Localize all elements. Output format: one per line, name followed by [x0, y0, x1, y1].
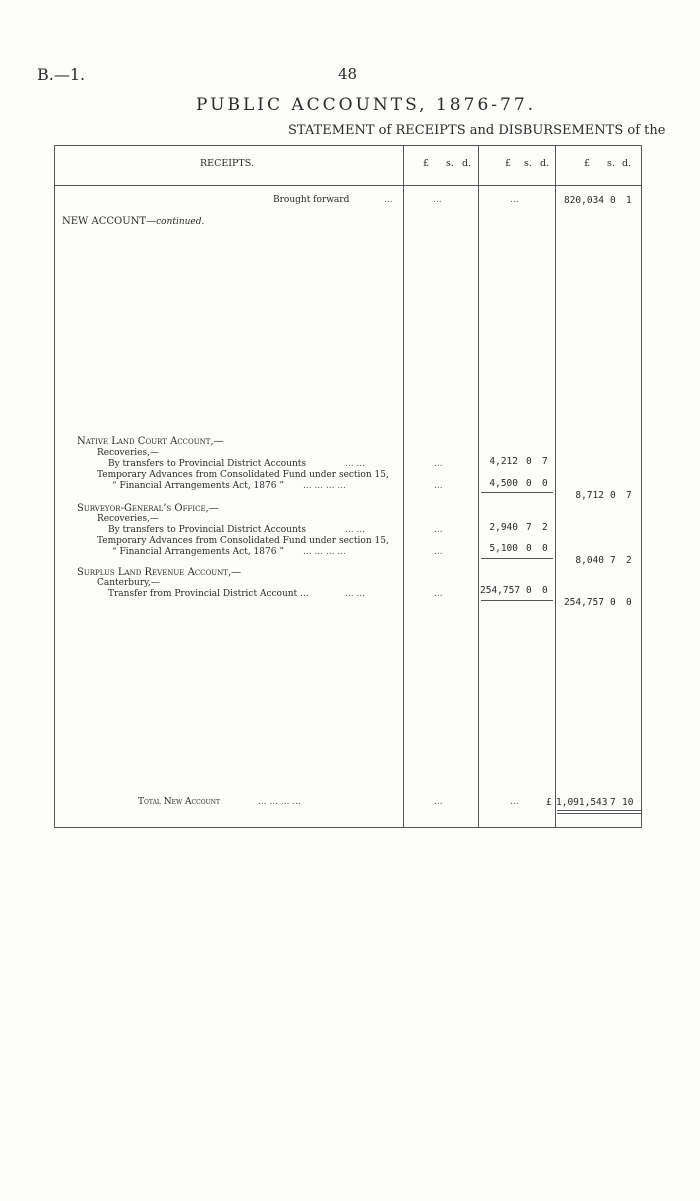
total-double-rule-top [557, 810, 641, 811]
native-land-line3-pence: 0 [542, 478, 548, 489]
col1-placeholder: ... [434, 547, 443, 557]
surveyor-line1: By transfers to Provincial District Accounts [108, 525, 307, 535]
native-land-line2: Temporary Advances from Consolidated Fund under section 15, [97, 470, 389, 480]
native-land-line3-shillings: 0 [526, 478, 532, 489]
subtotal-rule [481, 600, 553, 601]
column-divider [403, 145, 404, 828]
document-reference: B.—1. [37, 65, 86, 84]
brought-forward-shillings: 0 [610, 195, 616, 206]
surveyor-line1-pence: 2 [542, 522, 548, 533]
page-number: 48 [338, 65, 358, 83]
native-land-sub: Recoveries,— [97, 448, 159, 458]
native-land-total-shillings: 0 [610, 490, 616, 501]
total-amount: 1,091,543 [556, 797, 608, 808]
total-pence: 10 [622, 797, 634, 808]
native-land-heading: Native Land Court Account,— [77, 436, 224, 447]
total-pound-sign: £ [546, 797, 552, 808]
total-shillings: 7 [610, 797, 616, 808]
brought-forward-amount: 820,034 [563, 195, 604, 206]
col1-shillings: s. [446, 158, 454, 169]
surveyor-sub: Recoveries,— [97, 514, 159, 524]
section-title-continued: continued. [156, 217, 205, 227]
surplus-heading: Surplus Land Revenue Account,— [77, 567, 242, 578]
surplus-total-amount: 254,757 [563, 597, 604, 608]
total-double-rule-bottom [557, 813, 641, 814]
col1-placeholder: ... [433, 195, 442, 205]
page-title: PUBLIC ACCOUNTS, 1876-77. [196, 95, 537, 115]
total-label: Total New Account [138, 797, 220, 807]
surveyor-line2: Temporary Advances from Consolidated Fund under section 15, [97, 536, 389, 546]
col2-pound: £ [505, 158, 512, 169]
col1-pound: £ [423, 158, 430, 169]
leader-dots: ... ... [345, 589, 366, 599]
surplus-line1-amount: 254,757 [480, 585, 521, 596]
native-land-line3-amount: 4,500 [489, 478, 518, 489]
surveyor-line1-amount: 2,940 [489, 522, 518, 533]
col2-placeholder: ... [510, 195, 519, 205]
header-rule [54, 185, 642, 186]
leader-dots: ... ... [345, 525, 366, 535]
column-divider [478, 145, 479, 828]
native-land-line1-amount: 4,212 [489, 456, 518, 467]
surveyor-total-pence: 2 [626, 555, 632, 566]
brought-forward-label: Brought forward [273, 195, 350, 205]
native-land-line1-pence: 7 [542, 456, 548, 467]
native-land-line3: “ Financial Arrangements Act, 1876 ” [112, 481, 284, 491]
surveyor-line1-shillings: 7 [526, 522, 532, 533]
col1-placeholder: ... [434, 459, 443, 469]
subtotal-rule [481, 558, 553, 559]
surplus-line1-pence: 0 [542, 585, 548, 596]
surveyor-line3-amount: 5,100 [489, 543, 518, 554]
section-title [62, 216, 204, 227]
leader-dots: ... ... ... ... [258, 797, 301, 807]
surplus-line1: Transfer from Provincial District Account ... [108, 589, 309, 599]
col2-pence: d. [540, 158, 550, 169]
col1-placeholder: ... [434, 525, 443, 535]
leader-dots: ... ... ... ... [303, 547, 346, 557]
page-subtitle: STATEMENT of RECEIPTS and DISBURSEMENTS of the [288, 123, 666, 138]
col2-shillings: s. [524, 158, 532, 169]
leader-dots: ... [384, 195, 393, 205]
column-divider [555, 145, 556, 828]
surveyor-total-amount: 8,040 [575, 555, 604, 566]
leader-dots: ... ... ... ... [303, 481, 346, 491]
surveyor-line3-shillings: 0 [526, 543, 532, 554]
col3-pound: £ [584, 158, 591, 169]
col1-placeholder: ... [434, 481, 443, 491]
col1-placeholder: ... [434, 797, 443, 807]
leader-dots: ... ... [345, 459, 366, 469]
native-land-total-amount: 8,712 [575, 490, 604, 501]
surveyor-total-shillings: 7 [610, 555, 616, 566]
native-land-line1: By transfers to Provincial District Accounts [108, 459, 307, 469]
receipts-heading: RECEIPTS. [200, 158, 254, 169]
col2-placeholder: ... [510, 797, 519, 807]
col1-placeholder: ... [434, 589, 443, 599]
surplus-line1-shillings: 0 [526, 585, 532, 596]
subtotal-rule [481, 492, 553, 493]
col3-shillings: s. [607, 158, 615, 169]
section-title-text: NEW ACCOUNT— [62, 216, 157, 227]
surplus-total-shillings: 0 [610, 597, 616, 608]
col3-pence: d. [622, 158, 632, 169]
surveyor-line3-pence: 0 [542, 543, 548, 554]
surplus-total-pence: 0 [626, 597, 632, 608]
brought-forward-pence: 1 [626, 195, 632, 206]
col1-pence: d. [462, 158, 472, 169]
native-land-line1-shillings: 0 [526, 456, 532, 467]
native-land-total-pence: 7 [626, 490, 632, 501]
surveyor-line3: “ Financial Arrangements Act, 1876 ” [112, 547, 284, 557]
surplus-sub: Canterbury,— [97, 578, 160, 588]
surveyor-heading: Surveyor-General’s Office,— [77, 503, 219, 514]
